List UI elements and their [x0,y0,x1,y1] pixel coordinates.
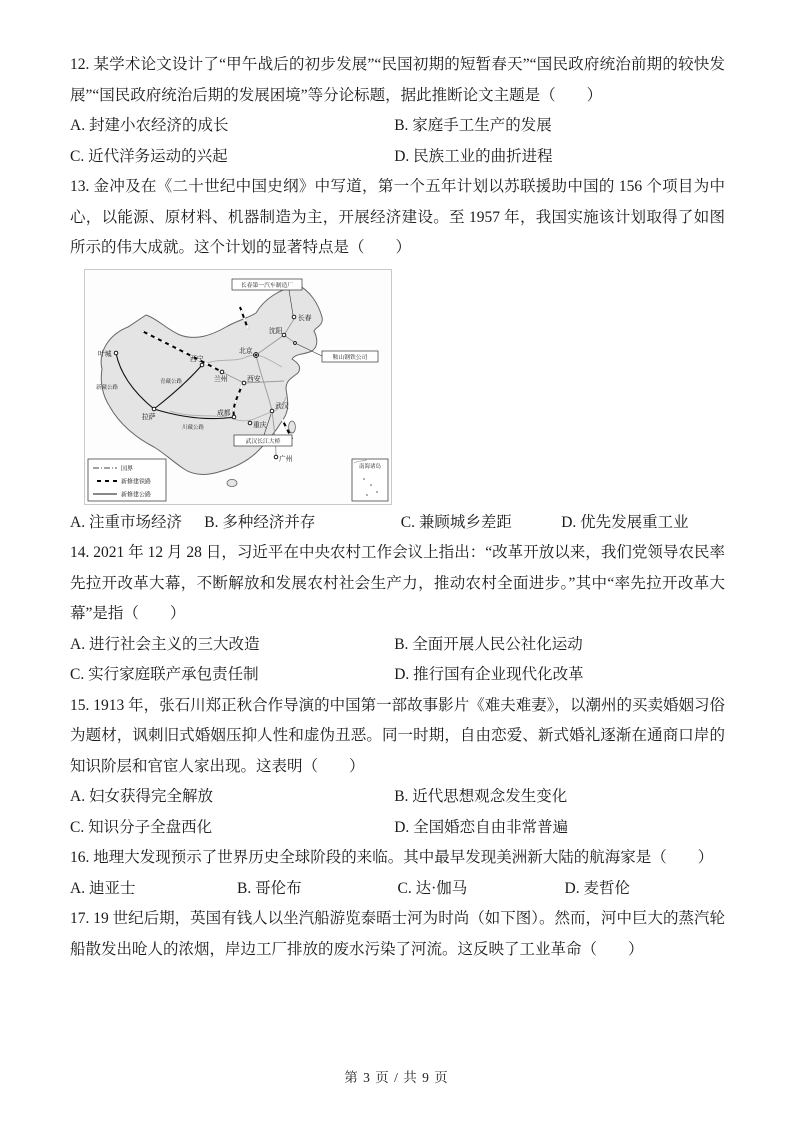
option-13-c: C. 兼顾城乡差距 [400,513,512,531]
question-stem: 16. 地理大发现预示了世界历史全球阶段的来临。其中最早发现美洲新大陆的航海家是（ ） [70,849,714,866]
city-label-chongqing: 重庆 [253,421,267,429]
question-stem: 13. 金冲及在《二十世纪中国史纲》中写道，第一个五年计划以苏联援助中国的 156 个项目为中心，以能源、原材料、机器制造为主，开展经济建设。至 1957 年，我国实施该计划取得了如图所示的伟大成就。这个计划的显著特点是（ ） [70,178,725,256]
city-label-guangzhou: 广州 [279,455,293,463]
legend-label-new-railway: 新修建铁路 [121,479,152,485]
question-options [70,782,725,843]
road-label-xinzang: 新藏公路 [96,384,119,391]
option-13-a: A. 注重市场经济 [70,513,182,531]
china-map [84,269,392,505]
option-16-b: B. 哥伦布 [237,879,302,897]
option-12-b: B. 家庭手工生产的发展 [394,117,552,134]
option-14-a: A. 进行社会主义的三大改造 [70,635,260,653]
option-13-b: B. 多种经济并存 [204,513,316,531]
option-15-d: D. 全国婚恋自由非常普遍 [394,818,569,836]
legend-label-boundary: 国界 [121,466,134,472]
option-12-d: D. 民族工业的曲折进程 [394,147,553,165]
question-stem: 17. 19 世纪后期，英国有钱人以坐汽船游览泰晤士河为时尚（如下图）。然而，河中巨大的蒸汽轮船散发出呛人的浓烟，岸边工厂排放的废水污染了河流。这反映了工业革命（ ） [70,910,725,958]
question-16 [70,843,725,904]
svg-text:长春第一汽车制造厂: 长春第一汽车制造厂 [240,282,294,289]
city-label-yecheng: 叶城 [98,350,112,358]
option-14-d: D. 推行国有企业现代化改革 [394,666,584,683]
question-17 [70,904,725,965]
option-12-a: A. 封建小农经济的成长 [70,117,229,134]
inset-label: 南海诸岛 [358,463,382,470]
city-label-xian: 西安 [247,375,261,383]
city-label-changchun: 长春 [298,314,312,322]
option-14-b: B. 全面开展人民公社化运动 [394,635,583,653]
city-label-beijing: 北京 [239,347,253,355]
option-15-b: B. 近代思想观念发生变化 [394,788,568,805]
page-footer: 第 3 页 / 共 9 页 [344,1070,449,1085]
option-15-a: A. 妇女获得完全解放 [70,788,213,805]
option-16-a: A. 迪亚士 [70,879,136,897]
option-15-c: C. 知识分子全盘西化 [70,818,213,836]
question-stem: 15. 1913 年，张石川郑正秋合作导演的中国第一部故事影片《难夫难妻》，以潮州的买卖婚姻习俗为题材，讽刺旧式婚姻压抑人性和虚伪丑恶。同一时期，自由恋爱、新式婚礼逐渐在通商口岸的知识阶层和官宦人家出现。这表明（ ） [70,696,725,775]
map-legend [88,459,166,501]
question-stem: 12. 某学术论文设计了“甲午战后的初步发展”“民国初期的短暂春天”“国民政府统治前期的较快发展”“国民政府统治后期的发展困境”等分论标题，据此推断论文主题是（ ） [70,56,725,104]
option-13-d: D. 优先发展重工业 [561,513,689,531]
option-12-c: C. 近代洋务运动的兴起 [70,147,228,165]
city-label-lasa: 拉萨 [142,413,156,421]
question-stem: 14. 2021 年 12 月 28 日，习近平在中央农村工作会议上指出：“改革开放以来，我们党领导农民率先拉开改革大幕，不断解放和发展农村社会生产力，推动农村全面进步。”其中“率先拉开改革大幕”是指（ ） [70,544,725,622]
hainan-island [227,479,237,486]
road-label-qingzang: 青藏公路 [160,378,183,385]
option-16-d: D. 麦哲伦 [564,879,630,897]
question-options [70,630,725,691]
question-options [70,508,725,539]
city-label-lanzhou: 兰州 [214,375,228,383]
china-railway-map-figure [84,269,392,505]
question-12 [70,50,725,172]
city-label-chengdu: 成都 [217,409,231,417]
svg-text:鞍山钢铁公司: 鞍山钢铁公司 [332,354,368,361]
question-options [70,874,725,905]
city-label-shenyang: 沈阳 [269,327,283,335]
south-sea-inset [352,459,388,501]
question-options [70,111,725,172]
question-13 [70,172,725,538]
option-14-c: C. 实行家庭联产承包责任制 [70,666,259,683]
option-16-c: C. 达·伽马 [397,879,468,897]
legend-label-new-highway: 新修建公路 [121,492,152,498]
question-15 [70,691,725,844]
city-label-wuhan: 武汉 [275,402,289,410]
taiwan-island [289,421,296,433]
svg-text:武汉长江大桥: 武汉长江大桥 [245,438,281,445]
road-label-chuanzang: 川藏公路 [182,424,205,431]
question-14 [70,538,725,691]
city-label-xining: 西宁 [190,355,204,363]
